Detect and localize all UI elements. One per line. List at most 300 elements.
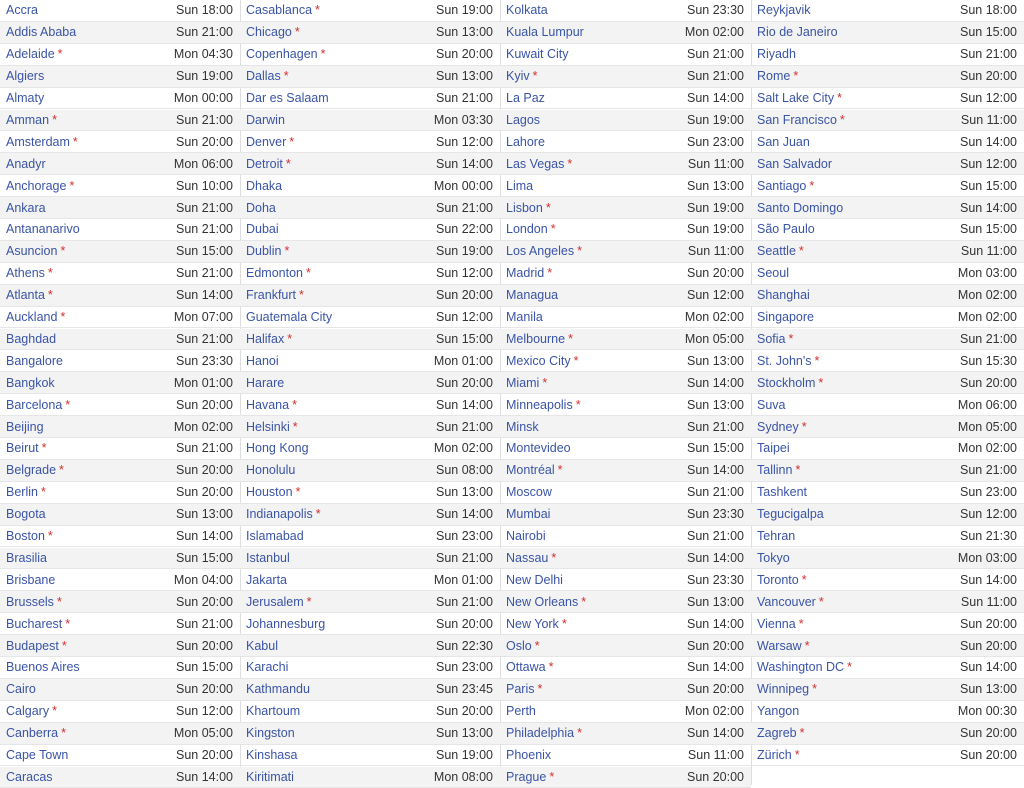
city-link[interactable]: Darwin — [246, 113, 285, 127]
city-link[interactable]: Berlin — [6, 485, 38, 499]
city-link[interactable]: Singapore — [757, 310, 814, 324]
local-time: Sun 21:00 — [176, 266, 233, 280]
city-link[interactable]: Kathmandu — [246, 682, 310, 696]
city-row — [240, 460, 500, 482]
city-row — [751, 591, 1024, 613]
city-link[interactable]: Lagos — [506, 113, 540, 127]
city-link[interactable]: New Orleans — [506, 595, 578, 609]
local-time: Sun 20:00 — [960, 639, 1017, 653]
city-link[interactable]: Perth — [506, 704, 536, 718]
city-row — [0, 307, 240, 329]
local-time: Sun 20:00 — [176, 748, 233, 762]
city-link[interactable]: Addis Ababa — [6, 25, 76, 39]
city-link[interactable]: Karachi — [246, 660, 288, 674]
city-link[interactable]: Nassau — [506, 551, 548, 565]
city-link[interactable]: Washington DC — [757, 660, 844, 674]
local-time: Sun 14:00 — [687, 463, 744, 477]
dst-marker: * — [58, 47, 63, 61]
city-cell — [6, 463, 64, 477]
city-link[interactable]: Barcelona — [6, 398, 62, 412]
city-row — [0, 263, 240, 285]
city-link[interactable]: Vancouver — [757, 595, 816, 609]
city-cell — [506, 332, 573, 346]
city-link[interactable]: Rome — [757, 69, 790, 83]
city-link[interactable]: Dubai — [246, 222, 279, 236]
city-cell — [506, 420, 539, 434]
city-link[interactable]: Brussels — [6, 595, 54, 609]
city-row — [751, 438, 1024, 460]
city-link[interactable]: Phoenix — [506, 748, 551, 762]
city-link[interactable]: Amman — [6, 113, 49, 127]
city-link[interactable]: Bangkok — [6, 376, 55, 390]
local-time: Sun 13:00 — [436, 485, 493, 499]
local-time: Sun 11:00 — [688, 244, 744, 258]
city-row — [0, 591, 240, 613]
local-time: Sun 14:00 — [176, 529, 233, 543]
city-link[interactable]: Havana — [246, 398, 289, 412]
local-time: Mon 02:00 — [958, 288, 1017, 302]
local-time: Sun 23:30 — [687, 573, 744, 587]
city-row — [0, 350, 240, 372]
city-link[interactable]: Sydney — [757, 420, 799, 434]
city-link[interactable]: Detroit — [246, 157, 283, 171]
city-link[interactable]: Kabul — [246, 639, 278, 653]
city-link[interactable]: Doha — [246, 201, 276, 215]
city-link[interactable]: Tashkent — [757, 485, 807, 499]
city-row — [751, 569, 1024, 591]
city-link[interactable]: Tokyo — [757, 551, 790, 565]
local-time: Sun 21:00 — [176, 441, 233, 455]
local-time: Sun 21:00 — [176, 617, 233, 631]
city-row — [0, 329, 240, 351]
city-row — [0, 701, 240, 723]
city-row — [751, 657, 1024, 679]
city-link[interactable]: Canberra — [6, 726, 58, 740]
city-cell — [246, 222, 279, 236]
city-link[interactable]: Yangon — [757, 704, 799, 718]
city-row — [240, 88, 500, 110]
city-link[interactable]: Asuncion — [6, 244, 57, 258]
city-link[interactable]: Nairobi — [506, 529, 546, 543]
city-link[interactable]: Anadyr — [6, 157, 46, 171]
city-link[interactable]: Tehran — [757, 529, 795, 543]
city-link[interactable]: Kyiv — [506, 69, 530, 83]
city-cell — [246, 25, 300, 39]
city-row — [0, 745, 240, 767]
city-row — [240, 241, 500, 263]
city-cell — [246, 157, 291, 171]
city-link[interactable]: Khartoum — [246, 704, 300, 718]
dst-marker: * — [306, 266, 311, 280]
city-cell — [246, 69, 289, 83]
city-link[interactable]: Edmonton — [246, 266, 303, 280]
city-link[interactable]: Amsterdam — [6, 135, 70, 149]
city-cell — [757, 507, 824, 521]
city-link[interactable]: Riyadh — [757, 47, 796, 61]
city-link[interactable]: Santo Domingo — [757, 201, 843, 215]
city-link[interactable]: Almaty — [6, 91, 44, 105]
city-link[interactable]: Winnipeg — [757, 682, 809, 696]
city-row — [240, 548, 500, 570]
local-time: Sun 13:00 — [687, 179, 744, 193]
city-link[interactable]: Montréal — [506, 463, 555, 477]
city-row — [240, 569, 500, 591]
city-link[interactable]: Ottawa — [506, 660, 546, 674]
dst-marker: * — [52, 113, 57, 127]
local-time: Sun 11:00 — [961, 113, 1017, 127]
city-link[interactable]: Lahore — [506, 135, 545, 149]
city-cell — [6, 113, 57, 127]
city-link[interactable]: Cape Town — [6, 748, 68, 762]
city-row — [0, 66, 240, 88]
city-link[interactable]: Sofia — [757, 332, 786, 346]
city-link[interactable]: Tallinn — [757, 463, 792, 477]
city-link[interactable]: Lisbon — [506, 201, 543, 215]
city-cell — [246, 441, 309, 455]
city-link[interactable]: Hanoi — [246, 354, 279, 368]
dst-marker: * — [551, 222, 556, 236]
dst-marker: * — [296, 485, 301, 499]
city-row — [751, 613, 1024, 635]
city-cell — [6, 704, 57, 718]
city-link[interactable]: Harare — [246, 376, 284, 390]
dst-marker: * — [568, 332, 573, 346]
city-link[interactable]: Seoul — [757, 266, 789, 280]
city-link[interactable]: Antananarivo — [6, 222, 80, 236]
city-link[interactable]: Copenhagen — [246, 47, 318, 61]
city-link[interactable]: Oslo — [506, 639, 532, 653]
local-time: Sun 21:00 — [176, 332, 233, 346]
city-link[interactable]: Shanghai — [757, 288, 810, 302]
city-link[interactable]: Lima — [506, 179, 533, 193]
city-link[interactable]: Beijing — [6, 420, 44, 434]
city-row — [240, 591, 500, 613]
local-time: Sun 23:00 — [436, 529, 493, 543]
city-link[interactable]: Brasilia — [6, 551, 47, 565]
dst-marker: * — [805, 639, 810, 653]
city-row — [240, 329, 500, 351]
city-cell — [506, 463, 563, 477]
city-cell — [246, 201, 276, 215]
local-time: Sun 15:00 — [960, 25, 1017, 39]
city-link[interactable]: Madrid — [506, 266, 544, 280]
city-link[interactable]: Adelaide — [6, 47, 55, 61]
local-time: Sun 12:00 — [687, 288, 744, 302]
city-row — [751, 131, 1024, 153]
city-link[interactable]: Vienna — [757, 617, 796, 631]
city-link[interactable]: Toronto — [757, 573, 799, 587]
local-time: Sun 20:00 — [176, 595, 233, 609]
local-time: Sun 13:00 — [687, 595, 744, 609]
city-link[interactable]: Boston — [6, 529, 45, 543]
city-link[interactable]: Kolkata — [506, 3, 548, 17]
city-link[interactable]: New Delhi — [506, 573, 563, 587]
city-cell — [6, 354, 63, 368]
local-time: Sun 15:00 — [176, 551, 233, 565]
city-row — [500, 591, 751, 613]
city-row — [751, 44, 1024, 66]
city-row — [0, 88, 240, 110]
city-link[interactable]: Johannesburg — [246, 617, 325, 631]
city-link[interactable]: La Paz — [506, 91, 545, 105]
dst-marker: * — [286, 157, 291, 171]
timezone-column-1 — [0, 0, 241, 785]
city-row — [240, 438, 500, 460]
city-cell — [506, 288, 558, 302]
city-row — [240, 526, 500, 548]
city-link[interactable]: São Paulo — [757, 222, 815, 236]
city-row — [751, 701, 1024, 723]
city-cell — [757, 704, 799, 718]
city-cell — [757, 3, 811, 17]
local-time: Sun 23:00 — [960, 485, 1017, 499]
city-cell — [506, 441, 571, 455]
city-cell — [6, 91, 44, 105]
city-row — [0, 285, 240, 307]
dst-marker: * — [60, 244, 65, 258]
city-link[interactable]: Moscow — [506, 485, 552, 499]
dst-marker: * — [299, 288, 304, 302]
city-link[interactable]: Indianapolis — [246, 507, 313, 521]
city-link[interactable]: Mexico City — [506, 354, 571, 368]
city-link[interactable]: Salt Lake City — [757, 91, 834, 105]
city-link[interactable]: Houston — [246, 485, 293, 499]
dst-marker: * — [307, 595, 312, 609]
local-time: Sun 20:00 — [436, 47, 493, 61]
city-link[interactable]: Taipei — [757, 441, 790, 455]
local-time: Sun 20:00 — [176, 682, 233, 696]
city-link[interactable]: Jerusalem — [246, 595, 304, 609]
city-cell — [757, 332, 793, 346]
city-link[interactable]: Anchorage — [6, 179, 66, 193]
city-link[interactable]: London — [506, 222, 548, 236]
city-link[interactable]: Kiritimati — [246, 770, 294, 784]
city-link[interactable]: Ankara — [6, 201, 46, 215]
city-row — [500, 569, 751, 591]
city-row — [751, 175, 1024, 197]
city-link[interactable]: Beirut — [6, 441, 39, 455]
city-link[interactable]: Stockholm — [757, 376, 815, 390]
city-cell — [6, 639, 67, 653]
city-cell — [757, 25, 838, 39]
city-link[interactable]: Bogota — [6, 507, 46, 521]
city-cell — [757, 69, 798, 83]
city-row — [240, 153, 500, 175]
city-link[interactable]: Brisbane — [6, 573, 55, 587]
city-link[interactable]: San Juan — [757, 135, 810, 149]
local-time: Mon 03:00 — [958, 551, 1017, 565]
city-row — [0, 635, 240, 657]
city-link[interactable]: Bangalore — [6, 354, 63, 368]
city-cell — [506, 617, 567, 631]
city-link[interactable]: Minsk — [506, 420, 539, 434]
dst-marker: * — [818, 376, 823, 390]
city-link[interactable]: Paris — [506, 682, 534, 696]
city-link[interactable]: Manila — [506, 310, 543, 324]
city-link[interactable]: Guatemala City — [246, 310, 332, 324]
city-link[interactable]: Tegucigalpa — [757, 507, 824, 521]
city-link[interactable]: Cairo — [6, 682, 36, 696]
local-time: Sun 19:00 — [436, 748, 493, 762]
city-link[interactable]: Bucharest — [6, 617, 62, 631]
city-link[interactable]: Jakarta — [246, 573, 287, 587]
city-link[interactable]: Denver — [246, 135, 286, 149]
city-row — [240, 701, 500, 723]
local-time: Sun 12:00 — [960, 157, 1017, 171]
local-time: Sun 13:00 — [436, 726, 493, 740]
local-time: Mon 01:00 — [174, 376, 233, 390]
city-link[interactable]: Calgary — [6, 704, 49, 718]
local-time: Sun 15:00 — [687, 441, 744, 455]
city-link[interactable]: Chicago — [246, 25, 292, 39]
city-link[interactable]: Melbourne — [506, 332, 565, 346]
city-link[interactable]: San Francisco — [757, 113, 837, 127]
city-cell — [757, 354, 819, 368]
local-time: Mon 08:00 — [434, 770, 493, 784]
city-row — [500, 241, 751, 263]
city-link[interactable]: Caracas — [6, 770, 53, 784]
city-link[interactable]: Warsaw — [757, 639, 802, 653]
local-time: Sun 18:00 — [960, 3, 1017, 17]
local-time: Sun 20:00 — [687, 639, 744, 653]
local-time: Sun 19:00 — [687, 201, 744, 215]
city-row — [500, 635, 751, 657]
city-cell — [6, 69, 44, 83]
city-row — [751, 745, 1024, 767]
city-link[interactable]: St. John's — [757, 354, 812, 368]
city-cell — [246, 47, 325, 61]
dst-marker: * — [789, 332, 794, 346]
local-time: Sun 14:00 — [687, 726, 744, 740]
city-link[interactable]: Kingston — [246, 726, 295, 740]
city-link[interactable]: Honolulu — [246, 463, 295, 477]
city-link[interactable]: Dallas — [246, 69, 281, 83]
local-time: Sun 20:00 — [436, 376, 493, 390]
dst-marker: * — [577, 244, 582, 258]
local-time: Sun 23:00 — [687, 135, 744, 149]
city-link[interactable]: San Salvador — [757, 157, 832, 171]
city-row — [0, 175, 240, 197]
city-row — [751, 88, 1024, 110]
local-time: Sun 21:00 — [436, 595, 493, 609]
city-link[interactable]: Casablanca — [246, 3, 312, 17]
city-link[interactable]: Zagreb — [757, 726, 797, 740]
city-link[interactable]: Helsinki — [246, 420, 290, 434]
city-cell — [246, 3, 320, 17]
city-link[interactable]: Santiago — [757, 179, 806, 193]
city-row — [500, 175, 751, 197]
city-link[interactable]: Frankfurt — [246, 288, 296, 302]
local-time: Sun 21:00 — [960, 47, 1017, 61]
city-cell — [757, 47, 796, 61]
city-link[interactable]: Minneapolis — [506, 398, 573, 412]
city-link[interactable]: Algiers — [6, 69, 44, 83]
dst-marker: * — [799, 244, 804, 258]
local-time: Sun 20:00 — [960, 617, 1017, 631]
city-cell — [506, 726, 582, 740]
city-link[interactable]: Atlanta — [6, 288, 45, 302]
city-link[interactable]: Las Vegas — [506, 157, 564, 171]
city-cell — [246, 376, 284, 390]
city-link[interactable]: New York — [506, 617, 559, 631]
local-time: Sun 20:00 — [960, 69, 1017, 83]
city-link[interactable]: Dar es Salaam — [246, 91, 329, 105]
local-time: Sun 19:00 — [687, 222, 744, 236]
local-time: Sun 20:00 — [436, 617, 493, 631]
city-link[interactable]: Zürich — [757, 748, 792, 762]
city-cell — [246, 354, 279, 368]
city-link[interactable]: Auckland — [6, 310, 57, 324]
city-link[interactable]: Montevideo — [506, 441, 571, 455]
city-cell — [757, 135, 810, 149]
city-link[interactable]: Prague — [506, 770, 546, 784]
city-link[interactable]: Managua — [506, 288, 558, 302]
city-row — [0, 197, 240, 219]
city-link[interactable]: Dhaka — [246, 179, 282, 193]
city-link[interactable]: Miami — [506, 376, 539, 390]
city-link[interactable]: Philadelphia — [506, 726, 574, 740]
city-link[interactable]: Buenos Aires — [6, 660, 80, 674]
city-link[interactable]: Accra — [6, 3, 38, 17]
city-cell — [6, 441, 47, 455]
city-link[interactable]: Athens — [6, 266, 45, 280]
city-link[interactable]: Reykjavik — [757, 3, 811, 17]
city-row — [0, 569, 240, 591]
city-link[interactable]: Mumbai — [506, 507, 550, 521]
city-row — [500, 88, 751, 110]
city-link[interactable]: Baghdad — [6, 332, 56, 346]
city-cell — [6, 660, 80, 674]
city-cell — [6, 244, 65, 258]
city-cell — [246, 179, 282, 193]
local-time: Sun 14:00 — [687, 617, 744, 631]
city-link[interactable]: Dublin — [246, 244, 281, 258]
local-time: Sun 21:00 — [176, 201, 233, 215]
city-link[interactable]: Seattle — [757, 244, 796, 258]
city-link[interactable]: Halifax — [246, 332, 284, 346]
city-link[interactable]: Istanbul — [246, 551, 290, 565]
city-link[interactable]: Islamabad — [246, 529, 304, 543]
city-link[interactable]: Rio de Janeiro — [757, 25, 838, 39]
city-link[interactable]: Kuala Lumpur — [506, 25, 584, 39]
city-link[interactable]: Budapest — [6, 639, 59, 653]
timezone-column-4 — [751, 0, 1024, 785]
dst-marker: * — [65, 617, 70, 631]
dst-marker: * — [542, 376, 547, 390]
city-row — [240, 285, 500, 307]
local-time: Sun 14:00 — [687, 551, 744, 565]
dst-marker: * — [48, 529, 53, 543]
city-cell — [506, 376, 547, 390]
dst-marker: * — [537, 682, 542, 696]
city-link[interactable]: Kinshasa — [246, 748, 297, 762]
city-link[interactable]: Belgrade — [6, 463, 56, 477]
city-link[interactable]: Hong Kong — [246, 441, 309, 455]
local-time: Mon 02:00 — [958, 441, 1017, 455]
city-row — [500, 329, 751, 351]
dst-marker: * — [840, 113, 845, 127]
local-time: Sun 20:00 — [176, 398, 233, 412]
local-time: Sun 15:30 — [960, 354, 1017, 368]
city-row — [751, 482, 1024, 504]
dst-marker: * — [289, 135, 294, 149]
city-link[interactable]: Los Angeles — [506, 244, 574, 258]
local-time: Sun 15:00 — [960, 179, 1017, 193]
city-link[interactable]: Kuwait City — [506, 47, 569, 61]
dst-marker: * — [802, 420, 807, 434]
local-time: Sun 13:00 — [436, 25, 493, 39]
city-link[interactable]: Suva — [757, 398, 786, 412]
